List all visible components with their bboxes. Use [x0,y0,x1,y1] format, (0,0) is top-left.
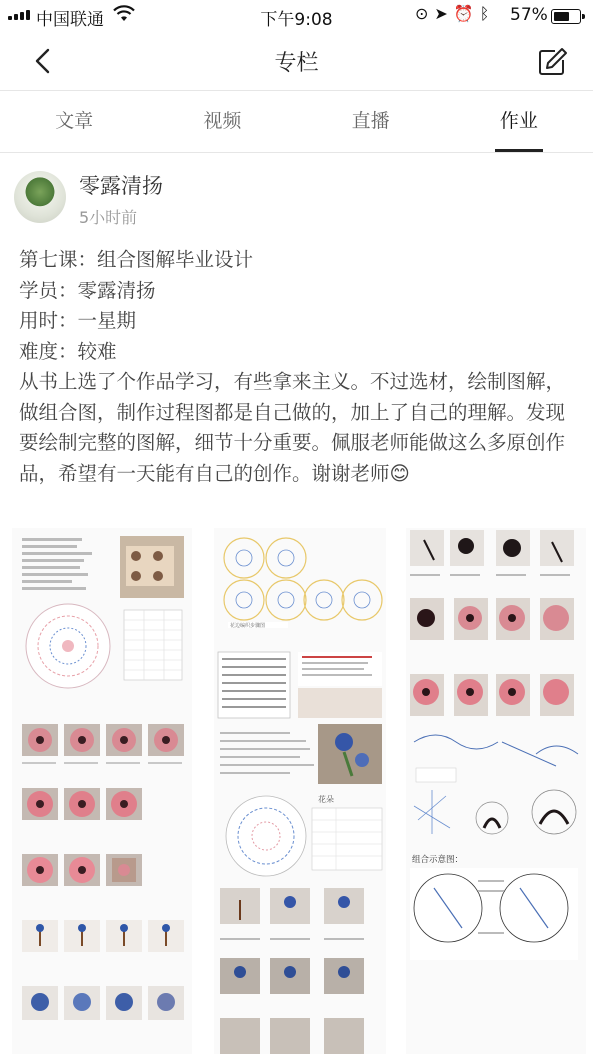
alarm-icon: ⏰ [453,4,480,23]
page-title: 专栏 [274,51,319,76]
battery-percent: 57% [510,5,548,25]
post-line-lesson: 第七课：组合图解毕业设计 [19,248,254,271]
image-2-flower-label: 花朵 [318,795,334,804]
tab-live[interactable]: 直播 [351,110,390,132]
bluetooth-icon: ᛒ [479,4,496,23]
location-icon: ➤ [434,4,454,23]
lock-rotation-icon: ⊙ [415,4,435,23]
author-name[interactable]: 零露清扬 [79,174,163,198]
tab-bar [0,91,593,153]
avatar[interactable] [14,171,66,223]
tab-homework[interactable]: 作业 [445,91,593,152]
edit-icon[interactable] [535,45,569,79]
clock: 下午9:08 [260,10,333,30]
image-grid [0,528,593,1054]
image-3-heading: 组合示意图： [412,855,464,865]
tab-articles[interactable]: 文章 [55,110,94,132]
post-line-body: 从书上选了个作品学习，有些拿来主义。不过选材，绘制图解，做组合图，制作过程图都是自己做的，加上了自己的理解。发现要绘制完整的图解，细节十分重要。佩服老师能做这么多原创作品，希望有一天能有自己的创作。谢谢老师😊 [19,370,566,485]
post-line-duration: 用时：一星期 [19,309,137,332]
nav-bar [0,32,593,91]
post-content [19,245,579,489]
homework-image-2[interactable] [214,528,386,1054]
post-time: 5小时前 [79,208,138,227]
image-2-heading: 花边编织步骤图 [230,623,266,629]
post-line-student: 学员：零露清扬 [19,278,156,302]
homework-image-1[interactable] [12,528,192,1054]
homework-image-3[interactable] [406,528,586,1054]
tab-videos[interactable]: 视频 [203,110,242,132]
carrier-label: 中国联通 [36,10,104,30]
status-icons [415,4,495,23]
post-line-difficulty: 难度：较难 [19,339,117,363]
battery-icon [551,9,581,24]
status-bar [0,0,593,32]
